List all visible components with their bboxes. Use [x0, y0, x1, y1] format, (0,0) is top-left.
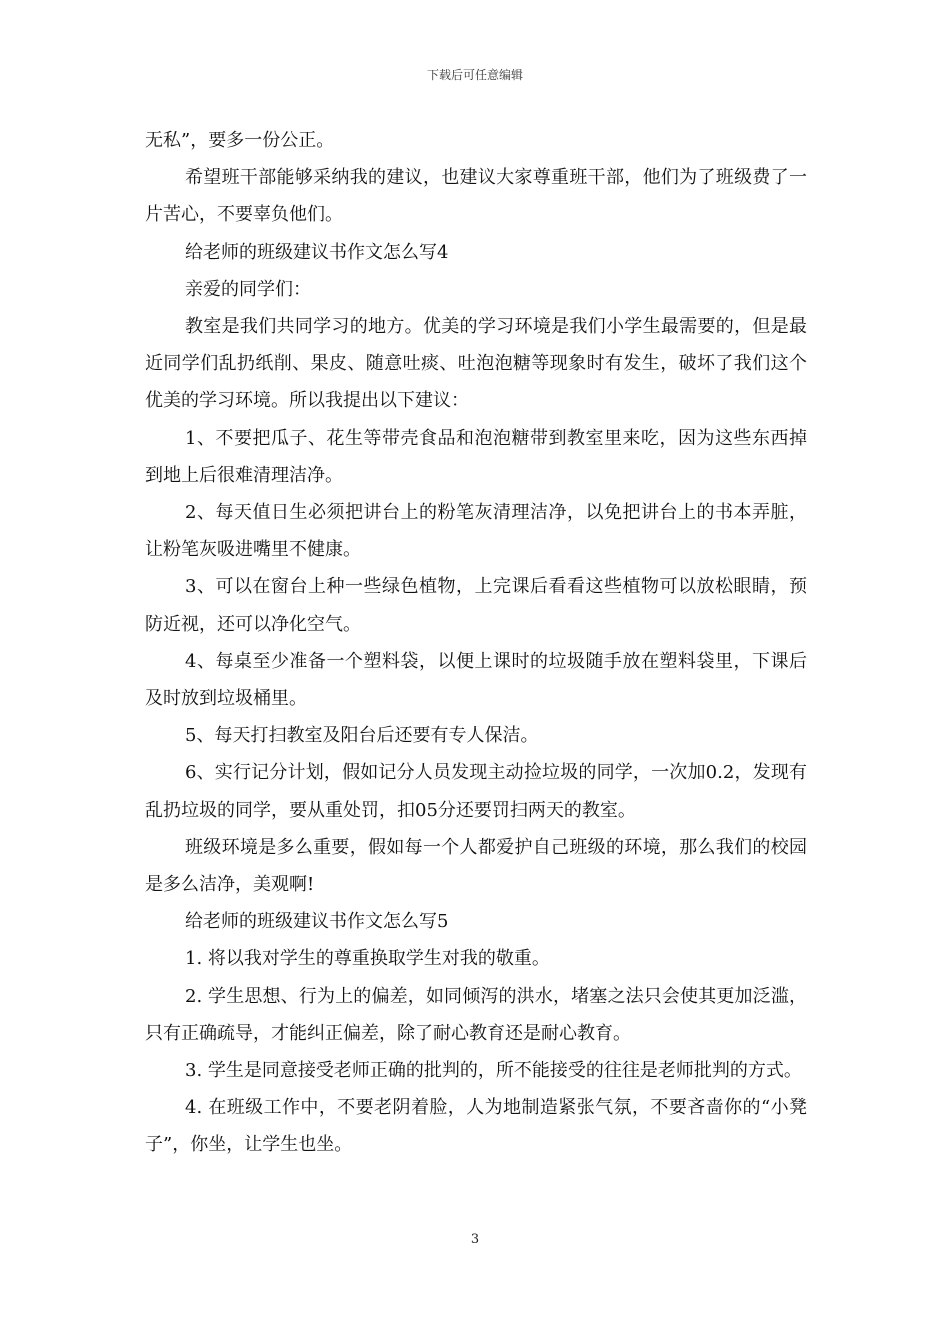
page-header: 下载后可任意编辑 — [426, 68, 523, 82]
list-item: 3、可以在窗台上种一些绿色植物，上完课后看看这些植物可以放松眼睛，预防近视，还可以净化空气。 — [145, 576, 807, 635]
list-item: 3. 学生是同意接受老师正确的批判的，所不能接受的往往是老师批判的方式。 — [185, 1060, 802, 1082]
page-number: 3 — [470, 1232, 480, 1247]
paragraph: 无私”，要多一份公正。 — [145, 130, 335, 151]
list-item: 2. 学生思想、行为上的偏差，如同倾泻的洪水，堵塞之法只会使其更加泛滥，只有正确疏导，才能纠正偏差，除了耐心教育还是耐心教育。 — [145, 985, 807, 1044]
list-item: 1、不要把瓜子、花生等带壳食品和泡泡糖带到教室里来吃，因为这些东西掉到地上后很难清理洁净。 — [145, 427, 807, 486]
section-heading: 给老师的班级建议书作文怎么写5 — [185, 911, 449, 933]
list-item: 6、实行记分计划，假如记分人员发现主动捡垃圾的同学，一次加0.2，发现有乱扔垃圾的同学，要从重处罚，扣05分还要罚扫两天的教室。 — [145, 762, 807, 821]
list-item: 1. 将以我对学生的尊重换取学生对我的敬重。 — [185, 948, 550, 970]
list-item: 2、每天值日生必须把讲台上的粉笔灰清理洁净，以免把讲台上的书本弄脏，让粉笔灰吸进嘴里不健康。 — [145, 502, 807, 561]
section-heading: 给老师的班级建议书作文怎么写4 — [185, 241, 449, 263]
paragraph: 希望班干部能够采纳我的建议，也建议大家尊重班干部，他们为了班级费了一片苦心，不要辜负他们。 — [145, 167, 807, 226]
paragraph: 教室是我们共同学习的地方。优美的学习环境是我们小学生最需要的，但是最近同学们乱扔纸削、果皮、随意吐痰、吐泡泡糖等现象时有发生，破坏了我们这个优美的学习环境。所以我提出以下建议： — [145, 316, 807, 412]
document-body — [145, 122, 807, 1164]
list-item: 4、每桌至少准备一个塑料袋，以便上课时的垃圾随手放在塑料袋里，下课后及时放到垃圾桶里。 — [145, 650, 807, 710]
list-item: 5、每天打扫教室及阳台后还要有专人保洁。 — [185, 725, 539, 747]
salutation: 亲爱的同学们： — [185, 278, 311, 300]
paragraph: 班级环境是多么重要，假如每一个人都爱护自己班级的环境，那么我们的校园是多么洁净，美观啊! — [145, 836, 807, 896]
list-item: 4. 在班级工作中，不要老阴着脸，人为地制造紧张气氛，不要吝啬你的“小凳子”，你坐，让学生也坐。 — [145, 1097, 807, 1156]
